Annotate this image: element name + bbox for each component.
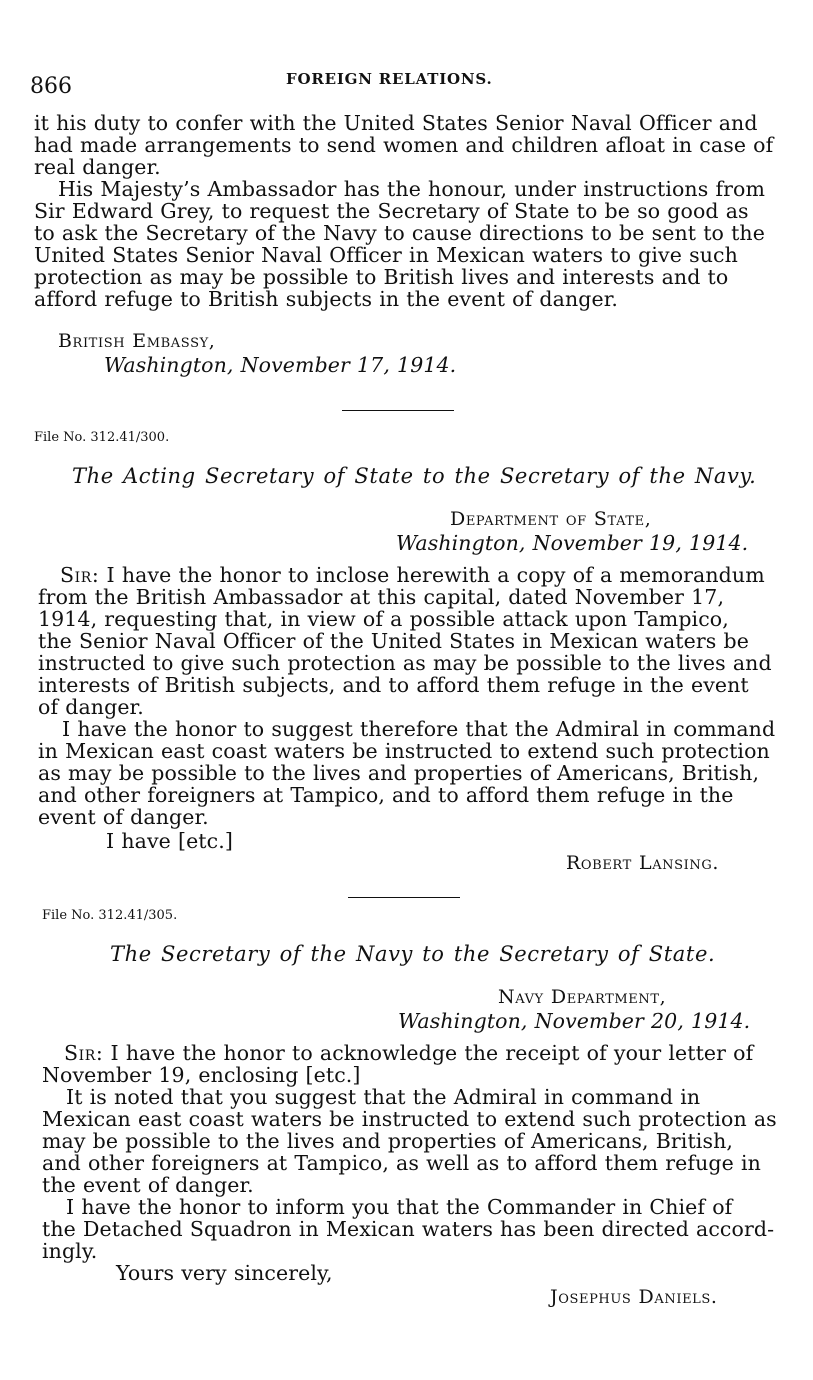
body-line: of danger. — [38, 695, 144, 719]
dateline: Washington, November 17, 1914. — [104, 353, 457, 377]
body-line: to ask the Secretary of the Navy to cause directions to be sent to the — [34, 221, 765, 245]
body-line: the event of danger. — [42, 1173, 254, 1197]
body-line: ingly. — [42, 1239, 98, 1263]
body-line: and other foreigners at Tampico, as well as to afford them refuge in — [42, 1151, 761, 1175]
section-divider — [342, 410, 454, 411]
body-line: the Senior Naval Officer of the United States in Mexican waters be — [38, 629, 749, 653]
page-number: 866 — [30, 74, 72, 99]
body-line: His Majesty’s Ambassador has the honour, under instructions from — [58, 177, 766, 201]
place-line: Department of State, — [450, 508, 652, 530]
place-line: British Embassy, — [58, 330, 216, 352]
body-line: as may be possible to the lives and properties of Americans, British, — [38, 761, 760, 785]
body-line: real danger. — [34, 155, 161, 179]
salutation: Sir: — [60, 563, 100, 587]
body-line: the Detached Squadron in Mexican waters has been directed accord- — [42, 1217, 775, 1241]
body-line: protection as may be possible to British lives and interests and to — [34, 265, 729, 289]
salutation-line — [60, 564, 765, 586]
body-line: 1914, requesting that, in view of a possible attack upon Tampico, — [38, 607, 729, 631]
section-divider — [348, 897, 460, 898]
body-line: November 19, enclosing [etc.] — [42, 1063, 361, 1087]
body-line: from the British Ambassador at this capital, dated November 17, — [38, 585, 725, 609]
signature: Robert Lansing. — [566, 852, 719, 874]
body-line: it his duty to confer with the United States Senior Naval Officer and — [34, 111, 758, 135]
body-line: event of danger. — [38, 805, 209, 829]
place-line: Navy Department, — [498, 986, 667, 1008]
signature: Josephus Daniels. — [550, 1286, 718, 1308]
body-line: Mexican east coast waters be instructed to extend such protection as — [42, 1107, 777, 1131]
body-line: It is noted that you suggest that the Admiral in command in — [66, 1085, 701, 1109]
document-title: The Secretary of the Navy to the Secretary of State. — [110, 942, 716, 966]
body-line: I have the honor to suggest therefore that the Admiral in command — [62, 717, 776, 741]
body-line: in Mexican east coast waters be instructed to extend such protection — [38, 739, 770, 763]
document-title: The Acting Secretary of State to the Secretary of the Navy. — [72, 464, 757, 488]
body-line: instructed to give such protection as may be possible to the lives and — [38, 651, 772, 675]
body-line: may be possible to the lives and properties of Americans, British, — [42, 1129, 734, 1153]
body-line: interests of British subjects, and to afford them refuge in the event — [38, 673, 749, 697]
body-line: afford refuge to British subjects in the event of danger. — [34, 287, 618, 311]
file-number: File No. 312.41/300. — [34, 430, 170, 445]
closing: I have [etc.] — [106, 829, 233, 853]
body-line: United States Senior Naval Officer in Mexican waters to give such — [34, 243, 738, 267]
salutation: Sir: — [64, 1041, 104, 1065]
running-title: FOREIGN RELATIONS. — [286, 70, 493, 88]
body-line: I have the honor to inform you that the Commander in Chief of — [66, 1195, 733, 1219]
body-line: and other foreigners at Tampico, and to afford them refuge in the — [38, 783, 734, 807]
file-number: File No. 312.41/305. — [42, 908, 178, 923]
salutation-line — [64, 1042, 753, 1064]
body-line: Sir Edward Grey, to request the Secretary of State to be so good as — [34, 199, 749, 223]
closing: Yours very sincerely, — [116, 1261, 333, 1285]
body-line: had made arrangements to send women and children afloat in case of — [34, 133, 774, 157]
dateline: Washington, November 20, 1914. — [398, 1009, 751, 1033]
body-text: I have the honor to acknowledge the receipt of your letter of — [110, 1041, 754, 1065]
body-text: I have the honor to inclose herewith a copy of a memorandum — [106, 563, 765, 587]
dateline: Washington, November 19, 1914. — [396, 531, 749, 555]
